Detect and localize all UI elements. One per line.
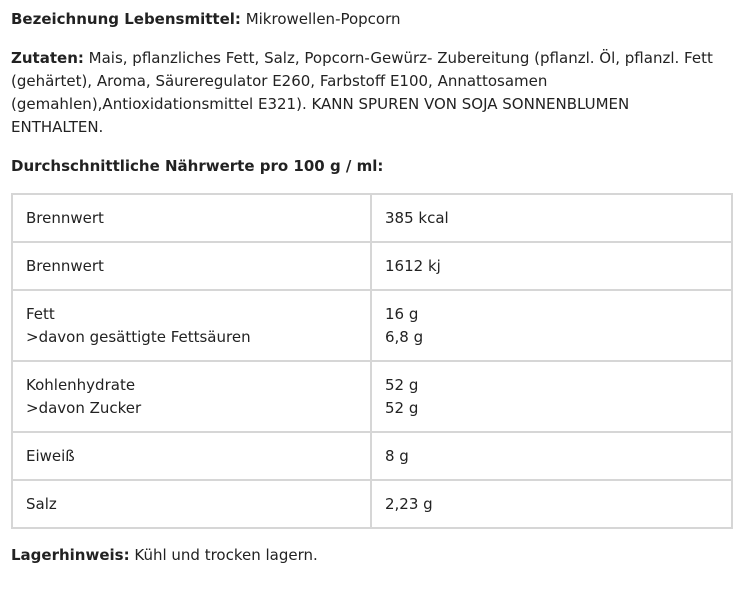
storage-value: Kühl und trocken lagern. xyxy=(134,546,318,564)
nutrient-label xyxy=(12,242,371,290)
nutrition-row-fat xyxy=(12,290,732,361)
nutrient-label-text: Fett xyxy=(26,304,55,323)
nutrient-label-text: Brennwert xyxy=(26,208,104,227)
nutrition-table xyxy=(11,193,733,529)
nutrient-label xyxy=(12,290,371,361)
nutrient-value xyxy=(371,480,732,528)
nutrient-value xyxy=(371,290,732,361)
nutrition-row-energy-kj xyxy=(12,242,732,290)
nutrient-value xyxy=(371,194,732,242)
nutrient-value xyxy=(371,432,732,480)
nutrient-subvalue-text: 6,8 g xyxy=(385,327,424,346)
nutrient-value-text: 52 g xyxy=(385,375,419,394)
nutrient-label-text: Eiweiß xyxy=(26,446,75,465)
nutrient-value xyxy=(371,242,732,290)
nutrient-label-text: Kohlenhydrate xyxy=(26,375,136,394)
nutrient-subvalue-text: 52 g xyxy=(385,398,419,417)
nutrient-value-text: 16 g xyxy=(385,304,419,323)
ingredients-label: Zutaten: xyxy=(11,49,84,67)
nutrition-row-protein xyxy=(12,432,732,480)
nutrition-row-salt xyxy=(12,480,732,528)
nutrient-label xyxy=(12,432,371,480)
product-name-label: Bezeichnung Lebensmittel: xyxy=(11,10,241,28)
nutrient-value-text: 1612 kj xyxy=(385,256,441,275)
nutrient-label-text: Brennwert xyxy=(26,256,104,275)
nutrient-sublabel-text: >davon Zucker xyxy=(26,398,142,417)
nutrient-sublabel-text: >davon gesättigte Fettsäuren xyxy=(26,327,251,346)
nutrition-row-carbohydrates xyxy=(12,361,732,432)
nutrient-value-text: 2,23 g xyxy=(385,494,433,513)
storage-label: Lagerhinweis: xyxy=(11,546,130,564)
nutrition-heading: Durchschnittliche Nährwerte pro 100 g / ml: xyxy=(11,157,384,175)
nutrient-value-text: 385 kcal xyxy=(385,208,449,227)
nutrient-value xyxy=(371,361,732,432)
nutrient-label xyxy=(12,194,371,242)
nutrition-row-energy-kcal xyxy=(12,194,732,242)
nutrient-value-text: 8 g xyxy=(385,446,409,465)
storage-line xyxy=(11,544,743,567)
ingredients-paragraph xyxy=(11,47,721,139)
nutrient-label xyxy=(12,480,371,528)
ingredients-value: Mais, pflanzliches Fett, Salz, Popcorn-Gewürz- Zubereitung (pflanzl. Öl, pflanzl. Fett (gehärtet), Aroma, Säureregulator E260, Farbstoff E100, Annattosamen (gemahlen),Antioxidationsmittel E321). KANN SPUREN VON SOJA SONNENBLUMEN ENTHALTEN. xyxy=(11,49,713,136)
product-name-line xyxy=(11,8,743,31)
nutrient-label-text: Salz xyxy=(26,494,57,513)
product-name-value: Mikrowellen-Popcorn xyxy=(245,10,401,28)
nutrient-label xyxy=(12,361,371,432)
